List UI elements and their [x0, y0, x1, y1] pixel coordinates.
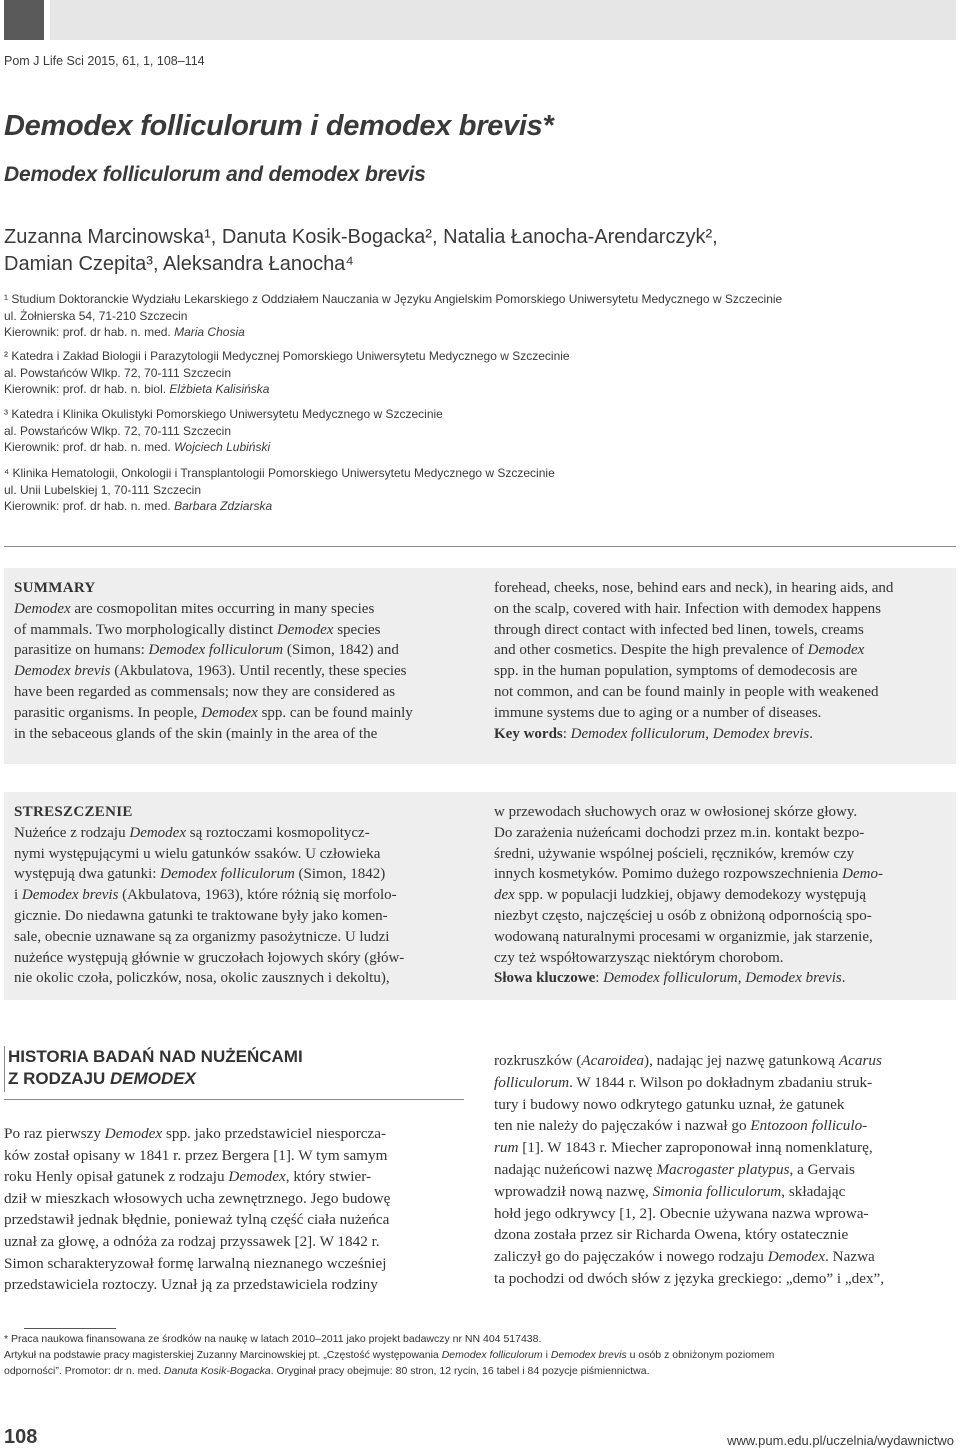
text-line: nadając nużeńcowi nazwę Macrogaster platypus, a Gervais: [494, 1160, 855, 1178]
text-line: immune systems due to aging or a number of diseases.: [494, 704, 822, 721]
streszczenie-right-column: [494, 802, 946, 989]
text-line: zaliczył go do pajęczaków i nowego rodzaju Demodex. Nazwa: [494, 1248, 875, 1266]
body-left-lines: [4, 1123, 464, 1296]
summary-left-column: [14, 578, 474, 744]
affiliation-address: al. Powstańców Wlkp. 72, 70-111 Szczecin: [4, 365, 231, 380]
text-line: in the sebaceous glands of the skin (mainly in the area of the: [14, 725, 378, 742]
head-name: Elżbieta Kalisińska: [169, 382, 270, 396]
summary-left-lines: [14, 599, 474, 745]
section-heading-genus: DEMODEX: [110, 1069, 196, 1088]
head-name: Barbara Zdziarska: [174, 499, 273, 513]
text-line: innych kosmetyków. Pomimo dużego rozpowszechnienia Demo-: [494, 866, 883, 883]
body-left-column: [4, 1123, 464, 1296]
text-line: and other cosmetics. Despite the high prevalence of Demodex: [494, 642, 865, 659]
summary-heading: SUMMARY: [14, 580, 96, 596]
text-line: nużeńce występują głównie w gruczołach łojowych skóry (głów-: [14, 949, 405, 966]
section-underline: [4, 1099, 464, 1100]
affiliation-head: [4, 498, 954, 515]
text-line: Słowa kluczowe: Demodex folliculorum, Demodex brevis.: [494, 970, 846, 987]
footnote-line: Artykuł na podstawie pracy magisterskiej Zuzanny Marcinowskiej pt. „Częstość występowania Demodex folliculorum i Demodex brevis u osób z obniżonym poziomem: [4, 1349, 775, 1361]
text-line: tury i budowy nowo odkrytego gatunku uznał, że gatunek: [494, 1095, 845, 1113]
authors-line: Damian Czepita³, Aleksandra Łanocha⁴: [4, 253, 354, 275]
text-line: Demodex are cosmopolitan mites occurring in many species: [14, 600, 375, 617]
affiliation-3: [4, 406, 954, 456]
streszczenie-right-lines: [494, 802, 946, 989]
text-line: nie okolic czoła, policzków, nosa, okolic zausznych i dekoltu),: [14, 970, 390, 987]
text-line: dex spp. w populacji ludzkiej, objawy demodekozy występują: [494, 887, 867, 904]
affiliation-address: ul. Unii Lubelskiej 1, 70-111 Szczecin: [4, 482, 201, 497]
affiliation-address: ul. Żołnierska 54, 71-210 Szczecin: [4, 308, 188, 323]
summary-right-lines: [494, 578, 946, 744]
head-title: Kierownik: prof. dr hab. n. med.: [4, 325, 175, 339]
affiliation-name: ³ Katedra i Klinika Okulistyki Pomorskiego Uniwersytetu Medycznego w Szczecinie: [4, 407, 443, 421]
header-bar: [4, 0, 956, 40]
text-line: i Demodex brevis (Akbulatova, 1963), które różnią się morfolo-: [14, 887, 397, 904]
text-line: not common, and can be found mainly in people with weakened: [494, 683, 879, 700]
head-title: Kierownik: prof. dr hab. n. med.: [4, 499, 175, 513]
streszczenie-box: [4, 792, 956, 1000]
text-line: w przewodach słuchowych oraz w owłosionej skórze głowy.: [494, 804, 858, 820]
divider: [4, 546, 956, 547]
text-line: ten nie należy do pajęczaków i nazwał go Entozoon folliculo-: [494, 1117, 868, 1135]
text-line: niezbyt często, najczęściej u osób z obniżoną odpornością spo-: [494, 907, 872, 924]
summary-box: [4, 568, 956, 764]
summary-right-column: [494, 578, 946, 744]
affiliation-head: [4, 324, 954, 341]
publisher-url: www.pum.edu.pl/uczelnia/wydawnictwo: [727, 1433, 954, 1448]
authors-line: Zuzanna Marcinowska¹, Danuta Kosik-Bogacka², Natalia Łanocha-Arendarczyk²,: [4, 226, 718, 248]
footnote-line: odporności”. Promotor: dr n. med. Danuta Kosik-Bogacka. Oryginał pracy obejmuje: 80 stron, 12 rycin, 16 tabel i 84 pozycje piśmiennictwa.: [4, 1365, 650, 1377]
text-line: roku Henly opisał gatunek z rodzaju Demodex, który stwier-: [4, 1168, 372, 1186]
footnote-lines: [4, 1331, 954, 1379]
text-line: rozkruszków (Acaroidea), nadając jej nazwę gatunkową Acarus: [494, 1052, 882, 1069]
text-line: of mammals. Two morphologically distinct Demodex species: [14, 621, 381, 638]
text-line: wodowaną naturalnymi procesami w organizmie, jak starzenie,: [494, 928, 873, 945]
author-list: [4, 224, 904, 278]
text-line: ta pochodzi od dwóch słów z języka greckiego: „demo” i „dex”,: [494, 1269, 885, 1287]
header-dark-block: [4, 0, 44, 40]
head-name: Wojciech Lubiński: [174, 440, 271, 454]
section-heading-bar: [4, 1046, 5, 1092]
text-line: wprowadził nową nazwę, Simonia folliculorum, składając: [494, 1182, 846, 1200]
footnote-rule: [24, 1328, 116, 1329]
affiliation-4: [4, 465, 954, 515]
streszczenie-left-column: [14, 802, 474, 989]
text-line: występują dwa gatunki: Demodex folliculorum (Simon, 1842): [14, 866, 386, 883]
page-number: 108: [4, 1426, 38, 1448]
streszczenie-left-lines: [14, 823, 474, 989]
text-line: spp. in the human population, symptoms of demodecosis are: [494, 663, 858, 680]
text-line: przedstawił jednak błędnie, ponieważ tylną część ciała nużeńca: [4, 1211, 390, 1229]
text-line: uznał za głowę, a odnóża za rodzaj przyssawek [2]. W 1842 r.: [4, 1232, 380, 1250]
affiliation-head: [4, 381, 954, 398]
text-line: Nużeńce z rodzaju Demodex są roztoczami kosmopolitycz-: [14, 824, 370, 841]
text-line: on the scalp, covered with hair. Infection with demodex happens: [494, 600, 881, 617]
affiliation-address: al. Powstańców Wlkp. 72, 70-111 Szczecin: [4, 423, 231, 438]
text-line: Simon scharakteryzował formę larwalną nieznanego wcześniej: [4, 1254, 387, 1272]
title-polish: Demodex folliculorum i demodex brevis*: [4, 110, 554, 142]
head-name: Maria Chosia: [174, 325, 245, 339]
text-line: czy też współtowarzysząc niektórym chorobom.: [494, 949, 784, 966]
affiliation-name: ² Katedra i Zakład Biologii i Parazytologii Medycznej Pomorskiego Uniwersytetu Medycznego w Szczecinie: [4, 349, 570, 363]
section-heading-prefix: Z RODZAJU: [8, 1069, 110, 1088]
text-line: gicznie. Do niedawna gatunki te traktowane były jako komen-: [14, 907, 388, 924]
text-line: dzona została przez sir Richarda Owena, który ostatecznie: [494, 1226, 849, 1244]
footnotes: [4, 1331, 954, 1379]
text-line: forehead, cheeks, nose, behind ears and neck), in hearing aids, and: [494, 580, 894, 596]
text-line: nymi występującymi u wielu gatunków ssaków. U człowieka: [14, 845, 381, 862]
section-heading-line: [8, 1068, 460, 1090]
body-right-lines: [494, 1050, 956, 1290]
streszczenie-heading: STRESZCZENIE: [14, 804, 133, 820]
text-line: rum [1]. W 1843 r. Miecher zaproponował inną nomenklaturę,: [494, 1139, 873, 1157]
text-line: have been regarded as commensals; now they are considered as: [14, 683, 396, 700]
section-heading: [8, 1046, 460, 1090]
affiliation-head: [4, 439, 954, 456]
title-english: Demodex folliculorum and demodex brevis: [4, 163, 426, 186]
body-right-column: [494, 1050, 956, 1290]
text-line: parasitize on humans: Demodex folliculorum (Simon, 1842) and: [14, 642, 399, 659]
text-line: przedstawiciela roztoczy. Uznał ją za przedstawiciela rodziny: [4, 1276, 378, 1294]
section-heading-line: HISTORIA BADAŃ NAD NUŻEŃCAMI: [8, 1047, 303, 1066]
text-line: sale, obecnie uznawane są za organizmy pasożytnicze. U ludzi: [14, 928, 390, 945]
text-line: dził w mieszkach włosowych ucha zewnętrznego. Jego budowę: [4, 1189, 391, 1207]
text-line: hołd jego odkrywcy [1, 2]. Obecnie używana nazwa wprowa-: [494, 1204, 869, 1222]
affiliation-name: ¹ Studium Doktoranckie Wydziału Lekarskiego z Oddziałem Nauczania w Języku Angielskim Pomorskiego Uniwersytetu Medycznego w Szczecinie: [4, 292, 783, 306]
text-line: Do zarażenia nużeńcami dochodzi przez m.in. kontakt bezpo-: [494, 824, 865, 841]
text-line: ków został opisany w 1841 r. przez Bergera [1]. W tym samym: [4, 1146, 388, 1164]
text-line: Key words: Demodex folliculorum, Demodex brevis.: [494, 725, 813, 742]
text-line: Demodex brevis (Akbulatova, 1963). Until recently, these species: [14, 663, 407, 680]
head-title: Kierownik: prof. dr hab. n. biol.: [4, 382, 170, 396]
head-title: Kierownik: prof. dr hab. n. med.: [4, 440, 175, 454]
journal-citation: Pom J Life Sci 2015, 61, 1, 108–114: [4, 54, 205, 68]
text-line: Po raz pierwszy Demodex spp. jako przedstawiciel niesporcza-: [4, 1125, 387, 1142]
text-line: parasitic organisms. In people, Demodex spp. can be found mainly: [14, 704, 413, 721]
footnote-line: * Praca naukowa finansowana ze środków na naukę w latach 2010–2011 jako projekt badawczy nr NN 404 517438.: [4, 1333, 542, 1345]
affiliation-2: [4, 348, 954, 398]
text-line: średni, używanie wspólnej pościeli, ręczników, kremów czy: [494, 845, 855, 862]
header-light-band: [50, 0, 956, 40]
affiliation-1: [4, 291, 954, 341]
text-line: folliculorum. W 1844 r. Wilson po dokładnym zbadaniu struk-: [494, 1073, 873, 1091]
affiliation-name: ⁴ Klinika Hematologii, Onkologii i Transplantologii Pomorskiego Uniwersytetu Medycznego w Szczecinie: [4, 466, 555, 480]
text-line: through direct contact with infected bed linen, towels, creams: [494, 621, 864, 638]
